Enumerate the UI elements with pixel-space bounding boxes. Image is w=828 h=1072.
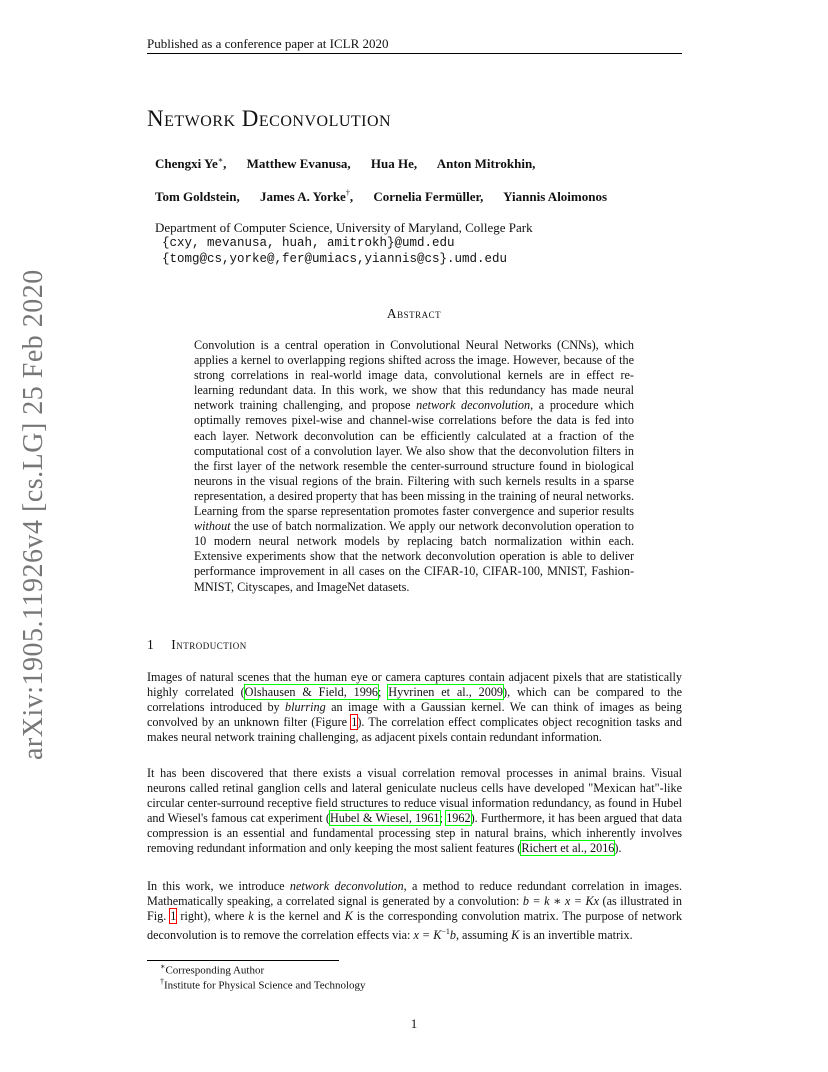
- email-list: {cxy, mevanusa, huah, amitrokh}@umd.edu: [162, 236, 455, 250]
- author-name: Tom Goldstein,: [155, 189, 240, 205]
- section-heading: 1 Introduction: [147, 637, 247, 652]
- running-header: Published as a conference paper at ICLR 2020: [147, 36, 389, 51]
- citation-link[interactable]: Richert et al., 2016: [521, 841, 615, 856]
- figure-reference-link[interactable]: 1: [351, 715, 358, 730]
- citation-link[interactable]: Olshausen & Field, 1996: [244, 685, 379, 700]
- author-name: James A. Yorke†,: [260, 189, 354, 205]
- author-name: Chengxi Ye∗,: [155, 156, 227, 172]
- intro-paragraph-1: Images of natural scenes that the human eye or camera captures contain adjacent pixels that are statistically highly correlated (Olshausen & Field, 1996; Hyvrinen et al., 2009), which can be compared to the correlations introduced by blurring an image with a Gaussian kernel. We can think of images as being convolved by an unknown filter (Figure 1). The correlation effect complicates object recognition tasks and makes neural network training challenging, as adjacent pixels contain redundant information.: [147, 670, 682, 745]
- citation-link[interactable]: 1962: [446, 811, 471, 826]
- intro-paragraph-3: In this work, we introduce network deconvolution, a method to reduce redundant correlation in images. Mathematically speaking, a correlated signal is generated by a convolution: b = k ∗ x = Kx (as illustrated in Fig. 1 right), where k is the kernel and K is the corresponding convolution matrix. The purpose of network deconvolution is to remove the correlation effects via: $x = K^{-1}b$, assuming K is an invertible matrix.: [147, 879, 682, 943]
- intro-paragraph-2: It has been discovered that there exists a visual correlation removal processes in animal brains. Visual neurons called retinal ganglion cells and lateral geniculate nucleus cells have developed "Mexican hat"-like circular center-surround receptive field structures to reduce visual information redundancy, as found in Hubel and Wiesel's famous cat experiment (Hubel & Wiesel, 1961; 1962). Furthermore, it has been argued that data compression is an essential and fundamental processing step in natural brains, which inherently involves removing redundant information and only keeping the most salient features (Richert et al., 2016).: [147, 766, 682, 856]
- author-name: Yiannis Aloimonos: [503, 189, 608, 205]
- affiliation: Department of Computer Science, University of Maryland, College Park: [155, 220, 533, 235]
- footnote-rule: [147, 960, 339, 961]
- author-name: Anton Mitrokhin,: [436, 156, 536, 172]
- abstract-heading: Abstract: [386, 306, 442, 321]
- author-name: Matthew Evanusa,: [246, 156, 351, 172]
- paper-title: Network Deconvolution: [147, 106, 392, 131]
- author-name: Cornelia Fermüller,: [373, 189, 484, 205]
- footnote: ∗Corresponding Author: [160, 962, 265, 977]
- figure-reference-link[interactable]: 1: [170, 909, 177, 924]
- author-list-line-1: [155, 156, 552, 172]
- header-rule: [147, 53, 682, 54]
- page-number: 1: [410, 1016, 418, 1031]
- author-name: Hua He,: [370, 156, 418, 172]
- abstract-body: Convolution is a central operation in Convolutional Neural Networks (CNNs), which applies a kernel to overlapping regions shifted across the image. However, because of the strong correlations in real-world image data, convolutional kernels are in effect re-learning redundant data. In this work, we show that this redundancy has made neural network training challenging, and propose network deconvolution, a procedure which optimally removes pixel-wise and channel-wise correlations before the data is fed into each layer. Network deconvolution can be efficiently calculated at a fraction of the computational cost of a convolution layer. We also show that the deconvolution filters in the first layer of the network resemble the center-surround structure found in biological neurons in the visual regions of the brain. Filtering with such kernels results in a sparse representation, a desired property that has been missing in the training of neural networks. Learning from the sparse representation promotes faster convergence and superior results without the use of batch normalization. We apply our network deconvolution operation to 10 modern neural network models by replacing batch normalization within each. Extensive experiments show that the network deconvolution operation is able to deliver performance improvement in all cases on the CIFAR-10, CIFAR-100, MNIST, Fashion-MNIST, Cityscapes, and ImageNet datasets.: [194, 338, 634, 594]
- email-list: {tomg@cs,yorke@,fer@umiacs,yiannis@cs}.umd.edu: [162, 252, 508, 266]
- author-list-line-2: [155, 189, 624, 205]
- citation-link[interactable]: Hubel & Wiesel, 1961: [329, 811, 440, 826]
- arxiv-watermark: arXiv:1905.11926v4 [cs.LG] 25 Feb 2020: [18, 269, 49, 760]
- citation-link[interactable]: Hyvrinen et al., 2009: [388, 685, 504, 700]
- footnote: †Institute for Physical Science and Technology: [160, 977, 366, 992]
